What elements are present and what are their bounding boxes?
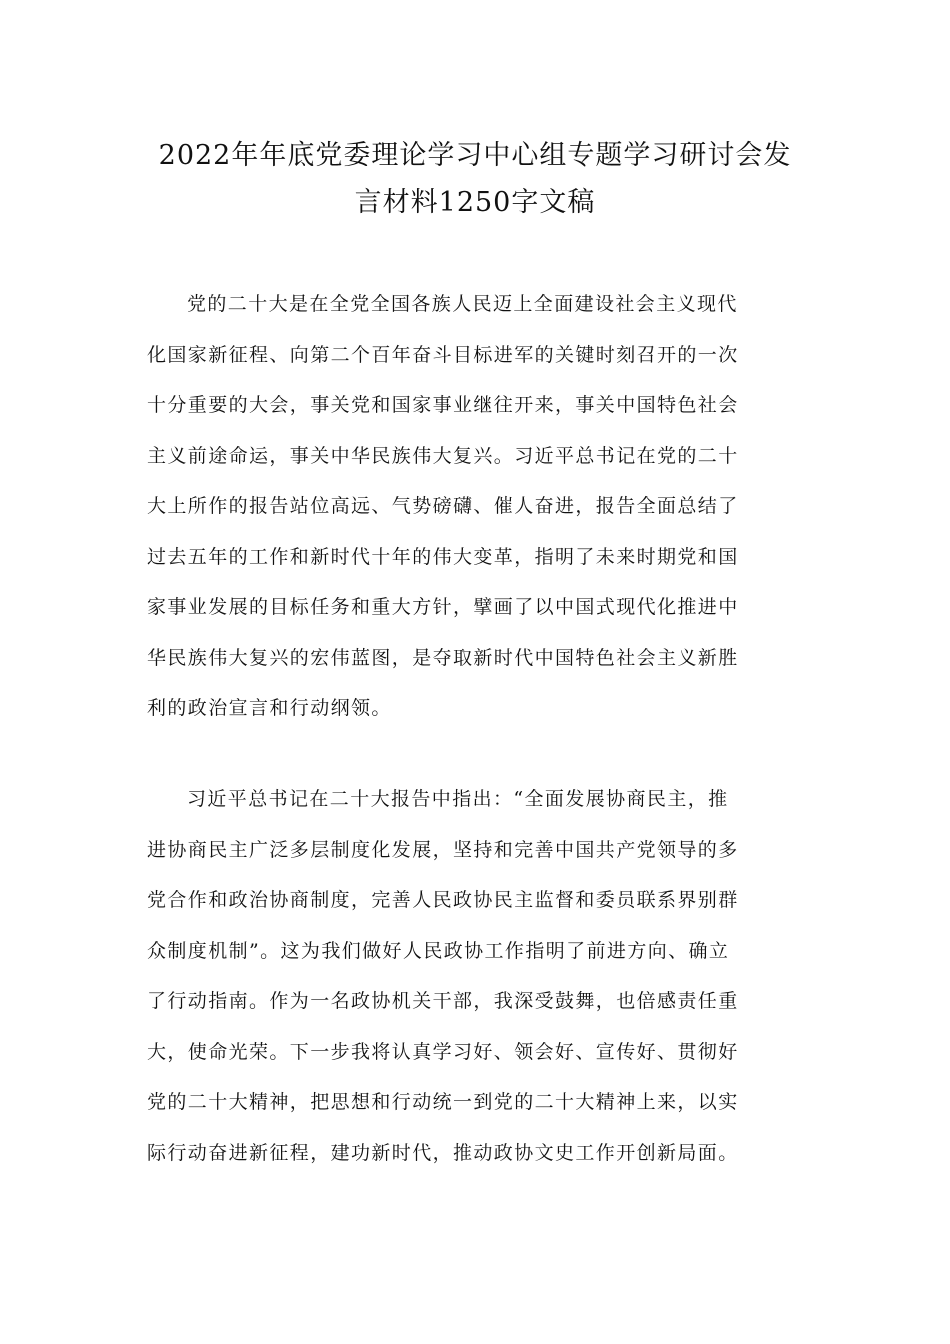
paragraph-line: 利的政治宣言和行动纲领。 [147,697,392,719]
paragraph-line: 大，使命光荣。下一步我将认真学习好、领会好、宣传好、贯彻好 [147,1040,739,1063]
paragraph-line: 进协商民主广泛多层制度化发展，坚持和完善中国共产党领导的多 [147,838,739,861]
title-line-2: 言材料1250字文稿 [354,187,596,218]
paragraph-line: 了行动指南。作为一名政协机关干部，我深受鼓舞，也倍感责任重 [147,990,739,1012]
paragraph-line: 党的二十大是在全党全国各族人民迈上全面建设社会主义现代 [187,293,738,315]
paragraph-line: 化国家新征程、向第二个百年奋斗目标进军的关键时刻召开的一次 [147,343,739,366]
paragraph-line: 众制度机制”。这为我们做好人民政协工作指明了前进方向、确立 [147,939,730,962]
paragraph-1 [147,279,807,734]
paragraph-line: 党合作和政治协商制度，完善人民政协民主监督和委员联系界别群 [147,889,739,911]
paragraph-line: 际行动奋进新征程，建功新时代，推动政协文史工作开创新局面。 [147,1141,739,1164]
paragraph-line: 家事业发展的目标任务和重大方针，擘画了以中国式现代化推进中 [147,596,739,618]
paragraph-line: 习近平总书记在二十大报告中指出：“全面发展协商民主，推 [187,788,729,810]
paragraph-line: 十分重要的大会，事关党和国家事业继往开来，事关中国特色社会 [147,394,739,416]
paragraph-line: 华民族伟大复兴的宏伟蓝图，是夺取新时代中国特色社会主义新胜 [147,646,739,669]
paragraph-line: 过去五年的工作和新时代十年的伟大变革，指明了未来时期党和国 [147,545,739,568]
title-line-1: 2022年年底党委理论学习中心组专题学习研讨会发 [158,140,792,171]
paragraph-line: 主义前途命运，事关中华民族伟大复兴。习近平总书记在党的二十 [147,444,739,467]
document-title [120,132,830,226]
paragraph-line: 党的二十大精神，把思想和行动统一到党的二十大精神上来，以实 [147,1091,739,1113]
paragraph-line: 大上所作的报告站位高远、气势磅礴、催人奋进，报告全面总结了 [147,495,739,517]
paragraph-2 [147,774,807,1178]
